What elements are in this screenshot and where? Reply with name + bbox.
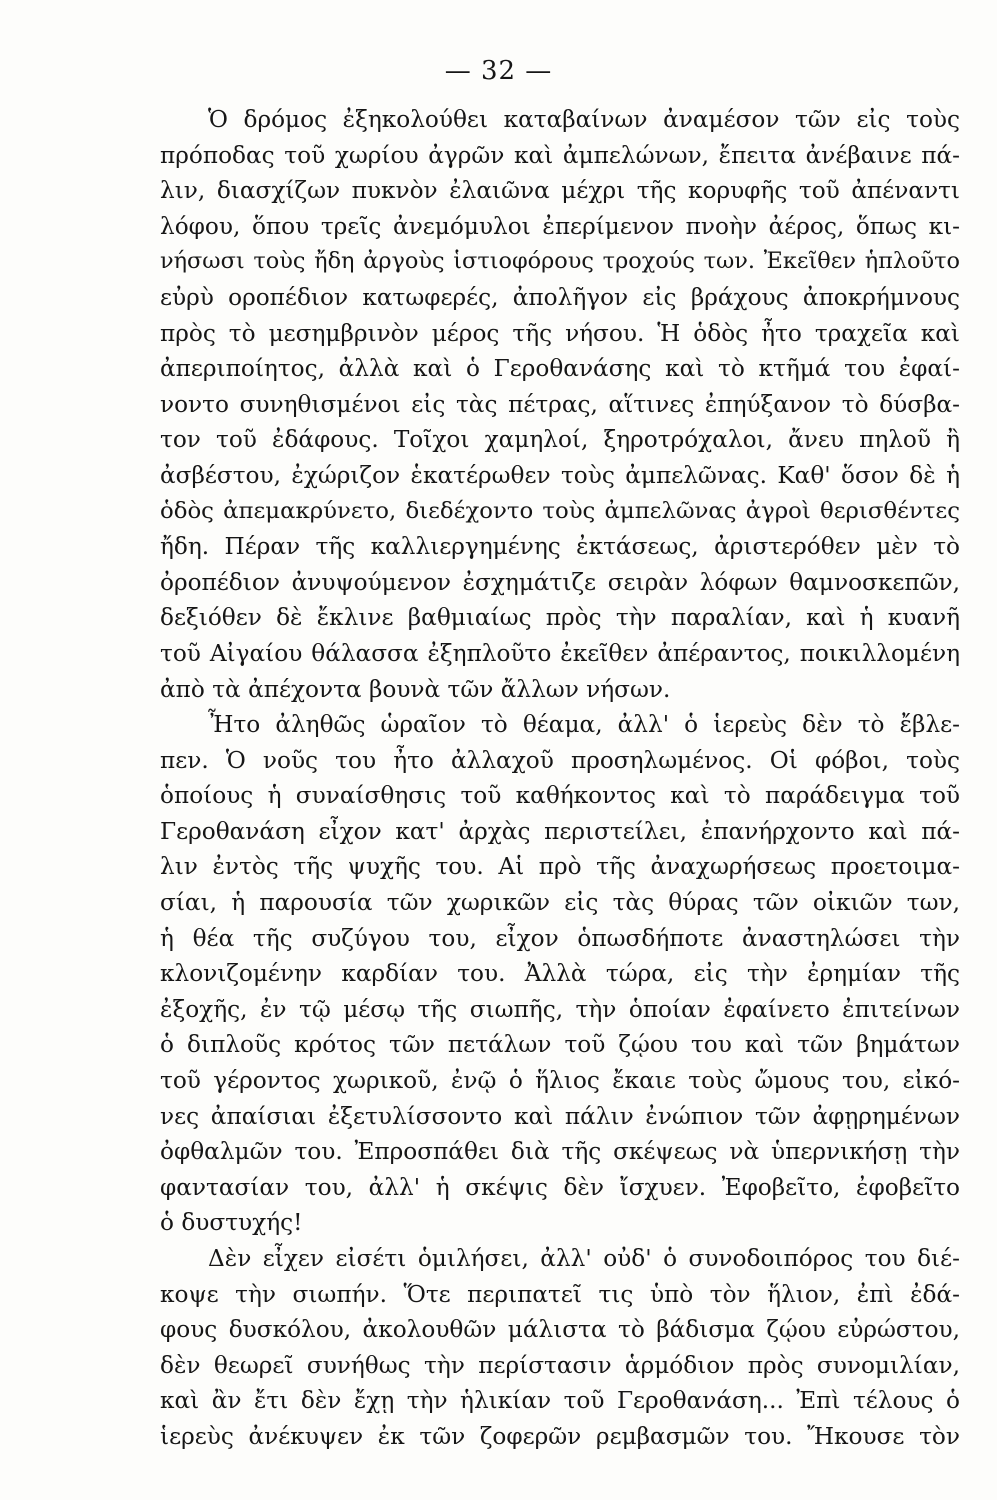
text-line: Γεροθανάση εἶχον κατ' ἀρχὰς περιστείλει, ἐπανήρχοντο καὶ πά- <box>160 817 960 845</box>
text-line: νοντο συνηθισμένοι εἰς τὰς πέτρας, αἵτινες ἐπηύξανον τὸ δύσβα- <box>160 390 960 418</box>
text-line: ὀφθαλμῶν του. Ἐπροσπάθει διὰ τῆς σκέψεως νὰ ὑπερνικήσῃ τὴν <box>160 1138 960 1166</box>
text-line: ἀσβέστου, ἐχώριζον ἑκατέρωθεν τοὺς ἀμπελῶνας. Καθ' ὅσον δὲ ἡ <box>160 461 960 489</box>
text-line: λιν, διασχίζων πυκνὸν ἐλαιῶνα μέχρι τῆς κορυφῆς τοῦ ἀπέναντι <box>160 177 960 205</box>
text-line: καὶ ἂν ἔτι δὲν ἔχῃ τὴν ἡλικίαν τοῦ Γεροθανάση... Ἐπὶ τέλους ὁ <box>160 1387 960 1415</box>
text-line: λόφου, ὅπου τρεῖς ἀνεμόμυλοι ἐπερίμενον πνοὴν ἀέρος, ὅπως κι- <box>160 212 960 240</box>
text-line: ὁποίους ἡ συναίσθησις τοῦ καθήκοντος καὶ τὸ παράδειγμα τοῦ <box>160 782 960 810</box>
text-line: ἤδη. Πέραν τῆς καλλιεργημένης ἐκτάσεως, ἀριστερόθεν μὲν τὸ <box>160 533 960 561</box>
text-line: δεξιόθεν δὲ ἔκλινε βαθμιαίως πρὸς τὴν παραλίαν, καὶ ἡ κυανῆ <box>160 604 960 632</box>
text-line: λιν ἐντὸς τῆς ψυχῆς του. Αἱ πρὸ τῆς ἀναχωρήσεως προετοιμα- <box>160 853 960 881</box>
text-line: ὀροπέδιον ἀνυψούμενον ἐσχημάτιζε σειρὰν λόφων θαμνοσκεπῶν, <box>160 568 960 596</box>
text-line: ἐξοχῆς, ἐν τῷ μέσῳ τῆς σιωπῆς, τὴν ὁποίαν ἐφαίνετο ἐπιτείνων <box>160 995 960 1023</box>
text-line: εὐρὺ οροπέδιον κατωφερές, ἀπολῆγον εἰς βράχους ἀποκρήμνους <box>160 283 960 311</box>
text-line: δὲν θεωρεῖ συνήθως τὴν περίστασιν ἁρμόδιον πρὸς συνομιλίαν, <box>160 1351 960 1379</box>
text-line: ἡ θέα τῆς συζύγου του, εἶχον ὁπωσδήποτε ἀναστηλώσει τὴν <box>160 924 960 952</box>
text-line: ὁδὸς ἀπεμακρύνετο, διεδέχοντο τοὺς ἀμπελῶνας ἀγροὶ θερισθέντες <box>160 497 960 524</box>
text-line: Δὲν εἶχεν εἰσέτι ὁμιλήσει, ἀλλ' οὐδ' ὁ συνοδοιπόρος του διέ- <box>208 1245 960 1272</box>
text-line: τοῦ γέροντος χωρικοῦ, ἐνῷ ὁ ἥλιος ἔκαιε τοὺς ὤμους του, εἰκό- <box>160 1067 960 1095</box>
text-line: κοψε τὴν σιωπήν. Ὅτε περιπατεῖ τις ὑπὸ τὸν ἥλιον, ἐπὶ ἐδά- <box>160 1280 960 1308</box>
text-line: ἀπεριποίητος, ἀλλὰ καὶ ὁ Γεροθανάσης καὶ τὸ κτῆμά του ἐφαί- <box>160 355 960 383</box>
text-line: σίαι, ἡ παρουσία τῶν χωρικῶν εἰς τὰς θύρας τῶν οἰκιῶν των, <box>160 889 960 917</box>
text-line: πεν. Ὁ νοῦς του ἦτο ἀλλαχοῦ προσηλωμένος. Οἱ φόβοι, τοὺς <box>160 746 960 774</box>
text-line: Ἦτο ἀληθῶς ὡραῖον τὸ θέαμα, ἀλλ' ὁ ἱερεὺς δὲν τὸ ἔβλε- <box>208 711 960 739</box>
text-line: πρόποδας τοῦ χωρίου ἀγρῶν καὶ ἀμπελώνων, ἔπειτα ἀνέβαινε πά- <box>160 141 960 169</box>
text-line: κλονιζομένην καρδίαν του. Ἀλλὰ τώρα, εἰς τὴν ἐρημίαν τῆς <box>160 960 960 988</box>
text-line: φους δυσκόλου, ἀκολουθῶν μάλιστα τὸ βάδισμα ζῴου εὐρώστου, <box>160 1316 960 1344</box>
text-line: ἀπὸ τὰ ἀπέχοντα βουνὰ τῶν ἄλλων νήσων. <box>160 675 671 703</box>
text-line: πρὸς τὸ μεσημβρινὸν μέρος τῆς νήσου. Ἡ ὁδὸς ἦτο τραχεῖα καὶ <box>160 319 960 347</box>
text-line: Ὁ δρόμος ἐξηκολούθει καταβαίνων ἀναμέσον τῶν εἰς τοὺς <box>208 106 960 133</box>
text-line: νες ἀπαίσιαι ἐξετυλίσσοντο καὶ πάλιν ἐνώπιον τῶν ἀφῃρημένων <box>160 1102 960 1130</box>
text-line: ὁ διπλοῦς κρότος τῶν πετάλων τοῦ ζῴου του καὶ τῶν βημάτων <box>160 1031 960 1059</box>
text-line: τον τοῦ ἐδάφους. Τοῖχοι χαμηλοί, ξηροτρόχαλοι, ἄνευ πηλοῦ ἢ <box>160 426 960 454</box>
text-line: ὁ δυστυχής! <box>160 1209 303 1237</box>
text-line: τοῦ Αἰγαίου θάλασσα ἐξηπλοῦτο ἐκεῖθεν ἀπέραντος, ποικιλλομένη <box>160 639 960 667</box>
text-line: νήσωσι τοὺς ἤδη ἀργοὺς ἱστιοφόρους τροχούς των. Ἐκεῖθεν ἡπλοῦτο <box>160 248 960 275</box>
page-number: — 32 — <box>444 56 553 86</box>
text-line: φαντασίαν του, ἀλλ' ἡ σκέψις δὲν ἴσχυεν. Ἐφοβεῖτο, ἐφοβεῖτο <box>160 1173 960 1201</box>
body-text <box>160 102 960 1455</box>
text-line: ἱερεὺς ἀνέκυψεν ἐκ τῶν ζοφερῶν ρεμβασμῶν του. Ἤκουσε τὸν <box>160 1422 960 1450</box>
